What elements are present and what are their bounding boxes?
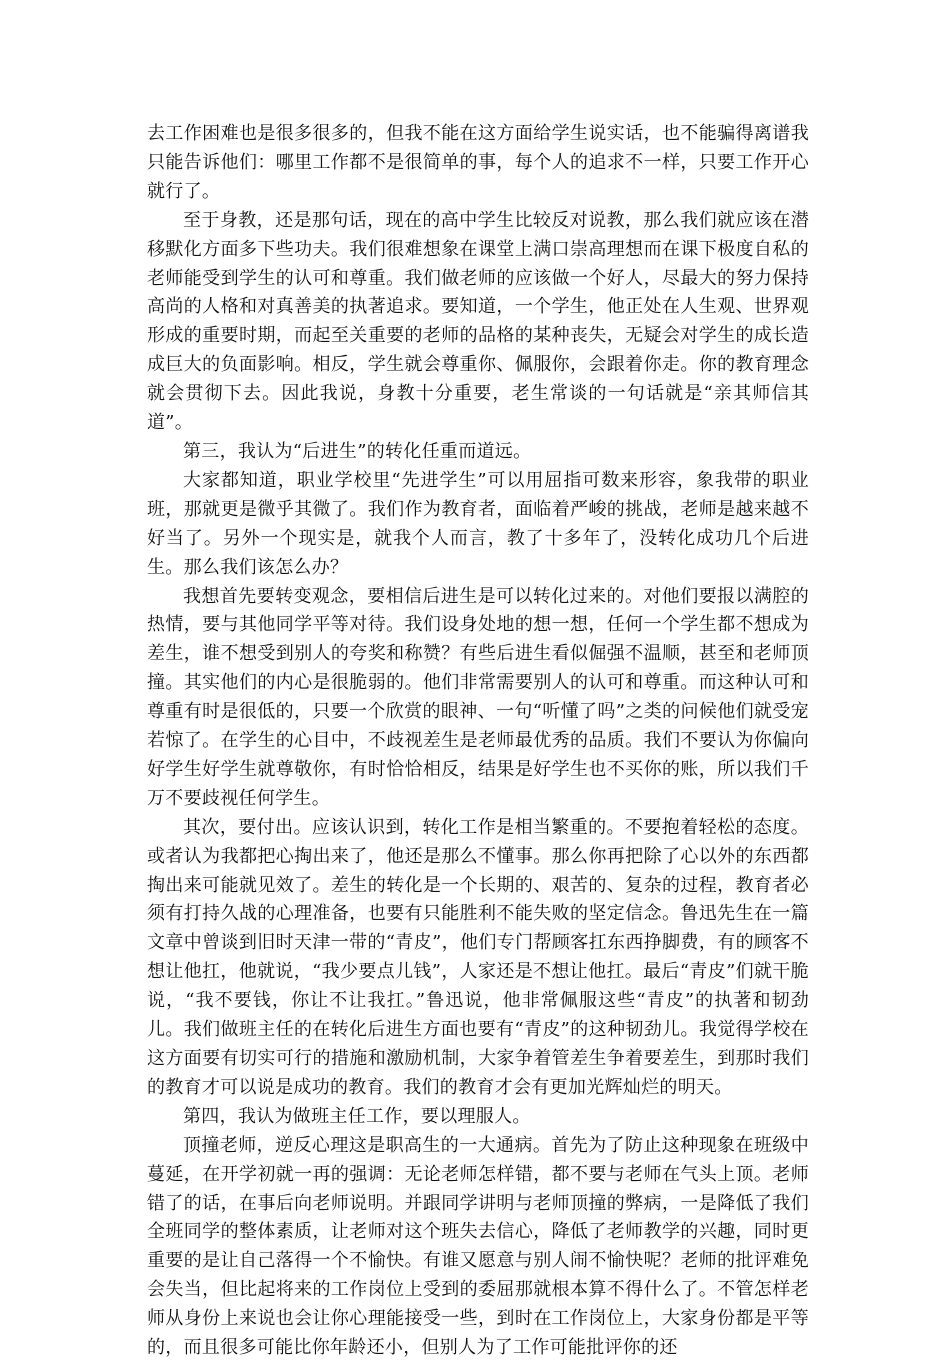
paragraph-continuation: 去工作困难也是很多很多的，但我不能在这方面给学生说实话，也不能骗得离谱我只能告诉他们：哪里工作都不是很简单的事，每个人的追求不一样，只要工作开心就行了。 [147, 123, 809, 202]
document-page [147, 120, 809, 1363]
paragraph-fuchu: 其次，要付出。应该认识到，转化工作是相当繁重的。不要抱着轻松的态度。或者认为我都把心掏出来了，他还是那么不懂事。那么你再把除了心以外的东西都掏出来可能就见效了。差生的转化是一个长期的、艰苦的、复杂的过程，教育者必须有打持久战的心理准备，也要有只能胜利不能失败的坚定信念。鲁迅先生在一篇文章中曾谈到旧时天津一带的“青皮”，他们专门帮顾客扛东西挣脚费，有的顾客不想让他扛，他就说，“我少要点儿钱”，人家还是不想让他扛。最后“青皮”们就干脆说，“我不要钱，你让不让我扛。”鲁迅说，他非常佩服这些“青皮”的执著和韧劲儿。我们做班主任的在转化后进生方面也要有“青皮”的这种韧劲儿。我觉得学校在这方面要有切实可行的措施和激励机制，大家争着管差生争着要差生，到那时我们的教育才可以说是成功的教育。我们的教育才会有更加光辉灿烂的明天。 [147, 816, 809, 1098]
paragraph-dingzhuang: 顶撞老师，逆反心理这是职高生的一大通病。首先为了防止这种现象在班级中蔓延，在开学初就一再的强调：无论老师怎样错，都不要与老师在气头上顶。老师错了的话，在事后向老师说明。并跟同学讲明与老师顶撞的弊病，一是降低了我们全班同学的整体素质，让老师对这个班失去信心，降低了老师教学的兴趣，同时更重要的是让自己落得一个不愉快。有谁又愿意与别人闹不愉快呢？老师的批评难免会失当，但比起将来的工作岗位上受到的委屈那就根本算不得什么了。不管怎样老师从身份上来说也会让你心理能接受一些，到时在工作岗位上，大家身份都是平等的，而且很多可能比你年龄还小，但别人为了工作可能批评你的还 [147, 1134, 809, 1359]
paragraph-guannian: 我想首先要转变观念，要相信后进生是可以转化过来的。对他们要报以满腔的热情，要与其他同学平等对待。我们设身处地的想一想，任何一个学生都不想成为差生，谁不想受到别人的夸奖和称赞？有些后进生看似倔强不温顺，甚至和老师顶撞。其实他们的内心是很脆弱的。他们非常需要别人的认可和尊重。而这种认可和尊重有时是很低的，只要一个欣赏的眼神、一句“听懂了吗”之类的问候他们就受宠若惊了。在学生的心目中，不歧视差生是老师最优秀的品质。我们不要认为你偏向好学生好学生就尊敬你，有时恰恰相反，结果是好学生也不买你的账，所以我们千万不要歧视任何学生。 [147, 585, 809, 809]
section-heading-fourth: 第四，我认为做班主任工作，要以理服人。 [183, 1105, 531, 1127]
section-heading-third: 第三，我认为“后进生”的转化任重而道远。 [183, 440, 532, 462]
paragraph-xianjin: 大家都知道，职业学校里“先进学生”可以用屈指可数来形容，象我带的职业班，那就更是微乎其微了。我们作为教育者，面临着严峻的挑战，老师是越来越不好当了。另外一个现实是，就我个人而言，教了十多年了，没转化成功几个后进生。那么我们该怎么办？ [147, 469, 809, 578]
paragraph-shenjiao: 至于身教，还是那句话，现在的高中学生比较反对说教，那么我们就应该在潜移默化方面多下些功夫。我们很难想象在课堂上满口崇高理想而在课下极度自私的老师能受到学生的认可和尊重。我们做老师的应该做一个好人，尽最大的努力保持高尚的人格和对真善美的执著追求。要知道，一个学生，他正处在人生观、世界观形成的重要时期，而起至关重要的老师的品格的某种丧失，无疑会对学生的成长造成巨大的负面影响。相反，学生就会尊重你、佩服你，会跟着你走。你的教育理念就会贯彻下去。因此我说，身教十分重要，老生常谈的一句话就是“亲其师信其道”。 [147, 209, 809, 434]
